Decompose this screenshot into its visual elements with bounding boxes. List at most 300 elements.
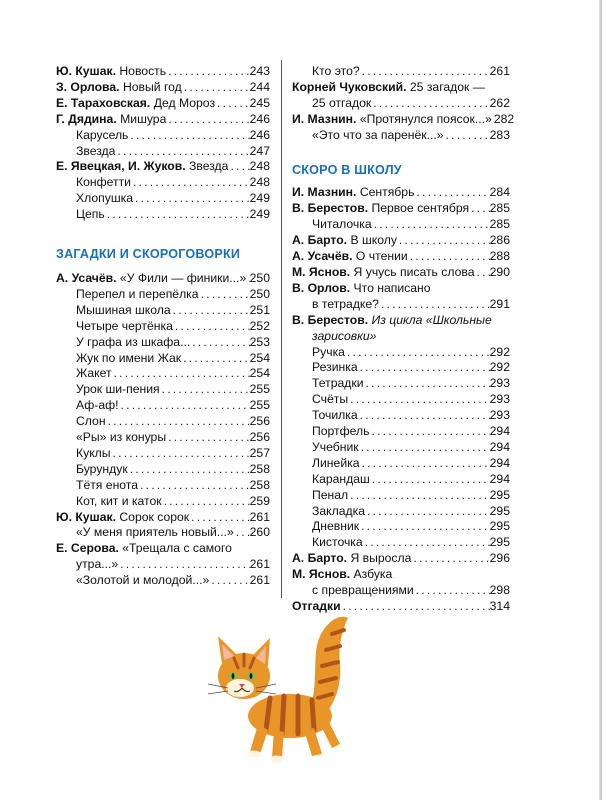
- toc-page-number: 284: [489, 185, 510, 200]
- toc-leader-dots: [217, 96, 250, 112]
- toc-entry-text: [76, 398, 119, 414]
- toc-title: Портфель: [312, 424, 370, 439]
- toc-page-number: 255: [249, 382, 270, 397]
- toc-author: А. Барто.: [292, 233, 348, 248]
- toc-title: Сорок сорок: [119, 509, 190, 524]
- toc-entry-text: [76, 191, 133, 207]
- toc-page-number: 290: [489, 264, 510, 279]
- toc-leader-dots: [410, 249, 490, 265]
- toc-page-number: 246: [249, 127, 270, 142]
- toc-entry-text: [56, 510, 189, 526]
- toc-entry[interactable]: [56, 382, 270, 398]
- toc-page-number: 291: [489, 296, 510, 311]
- toc-entry-text: [312, 440, 359, 456]
- toc-entry[interactable]: [56, 207, 270, 223]
- toc-entry-text: [312, 392, 348, 408]
- toc-entry-text: [56, 271, 246, 287]
- toc-title: Кто это?: [312, 64, 360, 78]
- toc-title: Куклы: [76, 445, 111, 460]
- toc-entry-text: [312, 408, 358, 424]
- toc-entry[interactable]: [56, 557, 270, 573]
- toc-entry[interactable]: [56, 351, 270, 367]
- toc-leader-dots: [360, 360, 490, 376]
- toc-author: Ю. Кушак.: [56, 64, 116, 78]
- toc-author: Е. Серова.: [56, 541, 119, 556]
- toc-page-number: 262: [489, 95, 510, 110]
- toc-entry[interactable]: [292, 96, 510, 112]
- toc-page-number: 254: [249, 366, 270, 381]
- toc-entry-text: [312, 329, 376, 343]
- toc-page-number: 261: [489, 64, 510, 78]
- toc-entry[interactable]: [56, 541, 270, 557]
- toc-leader-dots: [120, 557, 249, 573]
- toc-title: Аф-аф!: [76, 398, 119, 413]
- toc-title: Карусель: [76, 127, 129, 142]
- toc-page-number: 249: [249, 191, 270, 206]
- toc-author: Ю. Кушак.: [56, 509, 116, 524]
- toc-title: Читалочка: [312, 217, 372, 232]
- toc-title: Тетрадки: [312, 376, 364, 391]
- toc-title: У графа из шкафа...: [76, 334, 191, 349]
- toc-title: «У Фили — финики...»: [119, 270, 247, 285]
- toc-entry-text: [312, 456, 360, 472]
- toc-entry-text: [312, 488, 348, 504]
- toc-entry[interactable]: [292, 128, 510, 144]
- toc-title: Кисточка: [312, 535, 363, 550]
- toc-entry-text: [76, 382, 160, 398]
- toc-leader-dots: [133, 175, 250, 191]
- toc-page-number: 244: [249, 79, 270, 94]
- toc-entry-text: [56, 159, 228, 175]
- toc-title: Что написано: [353, 280, 431, 295]
- toc-entry[interactable]: [292, 313, 510, 329]
- toc-author: М. Яснов.: [292, 264, 351, 279]
- toc-entry[interactable]: [56, 430, 270, 446]
- toc-page-number: 261: [249, 509, 270, 524]
- toc-page-number: 292: [489, 360, 510, 375]
- toc-entry[interactable]: [292, 504, 510, 520]
- toc-entry[interactable]: [56, 191, 270, 207]
- toc-entry[interactable]: [56, 319, 270, 335]
- toc-leader-dots: [477, 265, 490, 281]
- toc-left-column: [56, 64, 270, 589]
- toc-title: Карандаш: [312, 471, 370, 486]
- toc-page-number: 261: [249, 573, 270, 588]
- toc-entry-text: [56, 96, 215, 112]
- toc-page-number: 260: [249, 525, 270, 540]
- toc-leader-dots: [374, 217, 490, 233]
- toc-page-number: 258: [249, 477, 270, 492]
- toc-title: Звезда: [76, 143, 116, 158]
- toc-title: Новость: [119, 64, 167, 78]
- toc-entry[interactable]: [292, 329, 510, 345]
- toc-entry[interactable]: [56, 287, 270, 303]
- toc-entry[interactable]: [292, 233, 510, 249]
- toc-author: Е. Тараховская.: [56, 95, 151, 110]
- toc-title: Из цикла «Школьные: [371, 312, 492, 327]
- toc-page-number: 295: [489, 487, 510, 502]
- toc-leader-dots: [365, 535, 490, 551]
- toc-page-number: 283: [489, 127, 510, 142]
- toc-entry-text: [76, 303, 171, 319]
- toc-title: Дневник: [312, 519, 360, 534]
- toc-title: Четыре чертёнка: [76, 318, 173, 333]
- toc-entry[interactable]: [56, 175, 270, 191]
- toc-author: А. Барто.: [292, 551, 348, 566]
- toc-entry[interactable]: [292, 249, 510, 265]
- toc-title: Перепел и перепёлка: [76, 286, 199, 301]
- toc-entry[interactable]: [292, 424, 510, 440]
- toc-page-number: 251: [249, 302, 270, 317]
- toc-title: Урок ши-пения: [76, 382, 160, 397]
- toc-title: «Трещала с самого: [122, 541, 232, 556]
- toc-entry-text: [76, 494, 162, 510]
- toc-title: Сентябрь: [359, 185, 415, 200]
- toc-entry-text: [76, 351, 181, 367]
- toc-entry[interactable]: [56, 112, 270, 128]
- toc-page-number: 253: [249, 334, 270, 349]
- toc-title: Хлопушка: [76, 191, 134, 206]
- toc-entry-text: [312, 376, 364, 392]
- toc-entry[interactable]: [292, 583, 510, 599]
- toc-group: [56, 271, 270, 589]
- toc-leader-dots: [183, 351, 250, 367]
- toc-entry[interactable]: [292, 281, 510, 297]
- toc-title: «Это что за паренёк...»: [312, 127, 444, 142]
- toc-entry[interactable]: [56, 573, 270, 589]
- toc-leader-dots: [350, 392, 490, 408]
- toc-page-number: 258: [249, 461, 270, 476]
- toc-leader-dots: [164, 494, 250, 510]
- toc-entry-text: [292, 249, 408, 265]
- toc-entry[interactable]: [56, 159, 270, 175]
- toc-entry-text: [76, 287, 199, 303]
- toc-entry-text: [312, 583, 414, 599]
- toc-author: Корней Чуковский.: [292, 79, 407, 94]
- toc-leader-dots: [192, 335, 249, 351]
- toc-page-number: 249: [249, 207, 270, 222]
- toc-title: Бурундук: [76, 461, 128, 476]
- toc-entry[interactable]: [56, 462, 270, 478]
- toc-title: утра...»: [76, 557, 119, 572]
- toc-leader-dots: [362, 64, 490, 80]
- toc-title: Ручка: [312, 344, 345, 359]
- toc-title: Закладка: [312, 503, 365, 518]
- toc-leader-dots: [162, 382, 250, 398]
- toc-entry[interactable]: [56, 96, 270, 112]
- toc-page-number: 256: [249, 430, 270, 445]
- toc-author: М. Яснов.: [292, 567, 351, 582]
- toc-entry-text: [292, 80, 485, 94]
- toc-entry[interactable]: [56, 446, 270, 462]
- toc-entry-text: [76, 128, 128, 144]
- toc-title: Звезда: [189, 159, 229, 174]
- toc-entry-text: [76, 335, 190, 351]
- section-heading: ЗАГАДКИ И СКОРОГОВОРКИ: [56, 247, 241, 262]
- toc-leader-dots: [362, 456, 490, 472]
- toc-leader-dots: [168, 112, 249, 128]
- toc-title: Цепь: [76, 207, 105, 222]
- toc-entry-text: [312, 345, 345, 361]
- toc-entry[interactable]: [292, 376, 510, 392]
- toc-entry[interactable]: [56, 144, 270, 160]
- toc-entry-text: [76, 478, 138, 494]
- toc-page-number: 295: [489, 503, 510, 518]
- toc-entry-text: [76, 175, 131, 191]
- toc-leader-dots: [360, 408, 490, 424]
- toc-page-number: 248: [249, 175, 270, 190]
- toc-entry-text: [312, 217, 372, 233]
- toc-page-number: 250: [249, 270, 270, 285]
- toc-author: А. Усачёв.: [292, 249, 353, 264]
- toc-entry[interactable]: [292, 440, 510, 456]
- toc-title: зарисовки»: [312, 328, 377, 343]
- toc-entry-text: [312, 424, 370, 440]
- toc-leader-dots: [173, 303, 250, 319]
- toc-entry-text: [76, 430, 166, 446]
- toc-entry[interactable]: [292, 185, 510, 201]
- toc-page-number: 293: [489, 408, 510, 423]
- toc-page-number: 246: [249, 111, 270, 126]
- toc-title: Тётя енота: [76, 477, 139, 492]
- toc-author: А. Усачёв.: [56, 270, 117, 285]
- toc-title: «Ры» из конуры: [76, 430, 167, 445]
- toc-entry[interactable]: [292, 360, 510, 376]
- toc-entry[interactable]: [56, 398, 270, 414]
- toc-entry[interactable]: [56, 525, 270, 541]
- toc-leader-dots: [184, 80, 250, 96]
- toc-entry[interactable]: [292, 488, 510, 504]
- toc-title: Кот, кит и каток: [76, 493, 162, 508]
- toc-title: В школу: [350, 233, 397, 248]
- toc-page-number: 255: [249, 398, 270, 413]
- toc-leader-dots: [108, 414, 250, 430]
- toc-page-number: 286: [489, 233, 510, 248]
- toc-title: Конфетти: [76, 175, 131, 190]
- toc-page-number: 288: [489, 249, 510, 264]
- toc-entry-text: [312, 360, 358, 376]
- toc-entry[interactable]: [292, 535, 510, 551]
- toc-leader-dots: [347, 345, 490, 361]
- toc-leader-dots: [175, 319, 250, 335]
- toc-entry[interactable]: [56, 80, 270, 96]
- toc-entry[interactable]: [56, 510, 270, 526]
- toc-page-number: 261: [249, 557, 270, 572]
- toc-leader-dots: [201, 287, 250, 303]
- toc-entry[interactable]: [56, 335, 270, 351]
- toc-title: Новый год: [122, 79, 182, 94]
- toc-entry-text: [76, 366, 112, 382]
- toc-title: Счёты: [312, 392, 349, 407]
- toc-entry[interactable]: [56, 366, 270, 382]
- toc-page-number: 247: [249, 143, 270, 158]
- toc-group: [292, 64, 515, 144]
- toc-leader-dots: [107, 207, 250, 223]
- toc-page-number: 295: [489, 535, 510, 550]
- toc-title: Слон: [76, 414, 106, 429]
- toc-entry-text: [56, 64, 166, 80]
- toc-entry-text: [312, 128, 444, 144]
- toc-page-number: 298: [489, 583, 510, 598]
- toc-title: Я учусь писать слова: [353, 264, 475, 279]
- toc-leader-dots: [372, 472, 490, 488]
- toc-entry-text: [292, 313, 492, 327]
- toc-leader-dots: [191, 510, 250, 526]
- toc-entry-text: [56, 80, 182, 96]
- toc-entry[interactable]: [292, 408, 510, 424]
- toc-entry-text: [56, 112, 166, 128]
- toc-page-number: 314: [489, 599, 510, 613]
- toc-entry-text: [292, 281, 431, 295]
- toc-title: Дед Мороз: [153, 95, 216, 110]
- toc-page-number: 294: [489, 424, 510, 439]
- toc-title: «Протянулся поясок...»: [359, 111, 492, 126]
- toc-entry[interactable]: [292, 456, 510, 472]
- toc-title: с превращениями: [312, 583, 414, 598]
- toc-page-number: 294: [489, 471, 510, 486]
- toc-leader-dots: [471, 201, 490, 217]
- toc-leader-dots: [350, 488, 489, 504]
- toc-leader-dots: [211, 573, 249, 589]
- toc-entry[interactable]: [292, 472, 510, 488]
- toc-title: О чтении: [355, 249, 408, 264]
- toc-title: Жук по имени Жак: [76, 350, 182, 365]
- toc-leader-dots: [416, 583, 490, 599]
- toc-entry[interactable]: [56, 478, 270, 494]
- toc-entry-text: [56, 541, 232, 555]
- toc-title: «Золотой и молодой...»: [76, 573, 210, 588]
- toc-entry[interactable]: [292, 345, 510, 361]
- toc-entry[interactable]: [292, 567, 510, 583]
- toc-leader-dots: [367, 504, 490, 520]
- toc-entry[interactable]: [56, 64, 270, 80]
- toc-page-number: 295: [489, 519, 510, 534]
- toc-leader-dots: [168, 64, 250, 80]
- toc-leader-dots: [236, 525, 250, 541]
- toc-page-number: 282: [493, 111, 515, 126]
- toc-entry[interactable]: [292, 265, 510, 281]
- toc-page-number: 252: [249, 318, 270, 333]
- toc-page-number: 254: [249, 350, 270, 365]
- toc-group: [292, 185, 510, 614]
- toc-entry[interactable]: [292, 519, 510, 535]
- toc-entry[interactable]: [56, 494, 270, 510]
- toc-leader-dots: [113, 446, 250, 462]
- toc-entry[interactable]: [292, 201, 510, 217]
- toc-author: Е. Явецкая, И. Жуков.: [56, 159, 186, 174]
- toc-leader-dots: [413, 551, 489, 567]
- toc-entry-text: [76, 207, 105, 223]
- cat-icon: [200, 606, 370, 764]
- toc-page-number: 257: [249, 445, 270, 460]
- toc-page-number: 250: [249, 286, 270, 301]
- toc-page-number: 285: [489, 201, 510, 216]
- toc-author: В. Орлов.: [292, 280, 351, 295]
- toc-entry-text: [312, 297, 379, 313]
- toc-page-number: 243: [249, 64, 270, 78]
- toc-entry[interactable]: [292, 551, 510, 567]
- toc-title: Линейка: [312, 455, 360, 470]
- toc-author: Отгадки: [292, 599, 341, 613]
- toc-entry[interactable]: [292, 64, 510, 80]
- toc-title: Резинка: [312, 360, 358, 375]
- toc-leader-dots: [366, 376, 490, 392]
- toc-entry-text: [76, 446, 111, 462]
- toc-title: Азбука: [353, 567, 393, 582]
- toc-title: Я выросла: [350, 551, 412, 566]
- toc-leader-dots: [130, 462, 250, 478]
- toc-leader-dots: [399, 233, 490, 249]
- toc-title: Жакет: [76, 366, 112, 381]
- toc-entry[interactable]: [292, 392, 510, 408]
- toc-leader-dots: [117, 144, 249, 160]
- toc-page-number: 293: [489, 392, 510, 407]
- toc-entry[interactable]: [56, 128, 270, 144]
- toc-leader-dots: [140, 478, 250, 494]
- toc-entry[interactable]: [292, 297, 510, 313]
- toc-page-number: 245: [249, 95, 270, 110]
- toc-leader-dots: [114, 366, 250, 382]
- toc-leader-dots: [361, 440, 490, 456]
- column-divider: [281, 60, 282, 598]
- toc-page-number: 285: [489, 217, 510, 232]
- toc-title: «У меня приятель новый...»: [76, 525, 234, 540]
- toc-entry-text: [312, 504, 365, 520]
- toc-author: И. Мазнин.: [292, 111, 357, 126]
- toc-entry-text: [312, 96, 371, 112]
- toc-page-number: 292: [489, 344, 510, 359]
- toc-entry-text: [76, 462, 128, 478]
- toc-entry-text: [76, 573, 209, 589]
- toc-page-number: 248: [249, 159, 270, 174]
- toc-title: в тетрадке?: [312, 296, 379, 311]
- toc-entry[interactable]: [56, 271, 270, 287]
- toc-author: З. Орлова.: [56, 79, 120, 94]
- toc-entry-text: [76, 557, 118, 573]
- toc-page-number: 259: [249, 493, 270, 508]
- toc-leader-dots: [373, 96, 489, 112]
- toc-entry-text: [312, 64, 360, 80]
- toc-entry[interactable]: [292, 217, 510, 233]
- toc-title: Пенал: [312, 487, 349, 502]
- toc-page-number: 256: [249, 414, 270, 429]
- toc-leader-dots: [446, 128, 490, 144]
- toc-author: В. Берестов.: [292, 201, 369, 216]
- toc-entry-text: [292, 567, 392, 581]
- toc-title: Мишура: [120, 111, 167, 126]
- toc-entry-text: [292, 233, 397, 249]
- toc-entry[interactable]: [292, 111, 515, 128]
- toc-leader-dots: [135, 191, 250, 207]
- toc-entry-text: [312, 519, 359, 535]
- toc-entry[interactable]: [292, 80, 510, 96]
- toc-title: 25 загадок —: [409, 79, 485, 94]
- toc-title: Первое сентября: [371, 201, 470, 216]
- toc-entry-text: [312, 535, 363, 551]
- toc-entry[interactable]: [56, 414, 270, 430]
- toc-title: 25 отгадок: [312, 95, 372, 110]
- toc-entry[interactable]: [56, 303, 270, 319]
- toc-entry-text: [76, 525, 234, 541]
- toc-group: [56, 64, 270, 223]
- toc-entry-text: [292, 185, 414, 201]
- toc-leader-dots: [372, 424, 490, 440]
- toc-page-number: 294: [489, 455, 510, 470]
- toc-entry-text: [76, 144, 115, 160]
- toc-entry-text: [292, 112, 492, 128]
- toc-entry-text: [76, 319, 173, 335]
- toc-entry-text: [292, 551, 411, 567]
